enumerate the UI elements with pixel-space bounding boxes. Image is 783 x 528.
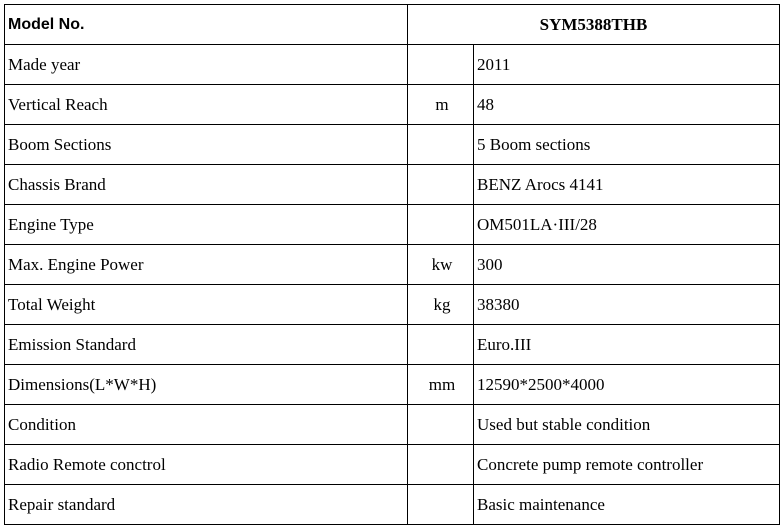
row-value: 300 — [474, 245, 780, 285]
row-value: 48 — [474, 85, 780, 125]
row-value: 12590*2500*4000 — [474, 365, 780, 405]
row-unit — [408, 45, 474, 85]
table-row — [5, 125, 780, 165]
table-row — [5, 365, 780, 405]
row-value: Basic maintenance — [474, 485, 780, 525]
table-row — [5, 325, 780, 365]
row-label: Engine Type — [5, 205, 408, 245]
table-row — [5, 285, 780, 325]
row-unit — [408, 405, 474, 445]
row-value: Used but stable condition — [474, 405, 780, 445]
row-label: Max. Engine Power — [5, 245, 408, 285]
row-unit: mm — [408, 365, 474, 405]
row-value: BENZ Arocs 4141 — [474, 165, 780, 205]
row-unit — [408, 445, 474, 485]
row-label: Dimensions(L*W*H) — [5, 365, 408, 405]
row-unit — [408, 325, 474, 365]
model-value: SYM5388THB — [408, 5, 780, 45]
row-label: Vertical Reach — [5, 85, 408, 125]
model-label: Model No. — [5, 5, 408, 45]
row-label: Made year — [5, 45, 408, 85]
row-unit — [408, 165, 474, 205]
row-value: 2011 — [474, 45, 780, 85]
row-label: Radio Remote conctrol — [5, 445, 408, 485]
row-label: Total Weight — [5, 285, 408, 325]
table-row — [5, 45, 780, 85]
row-label: Emission Standard — [5, 325, 408, 365]
row-value: Euro.III — [474, 325, 780, 365]
row-unit: m — [408, 85, 474, 125]
table-header-row — [5, 5, 780, 45]
row-unit — [408, 485, 474, 525]
row-label: Boom Sections — [5, 125, 408, 165]
row-unit — [408, 125, 474, 165]
row-unit — [408, 205, 474, 245]
table-row — [5, 485, 780, 525]
row-label: Repair standard — [5, 485, 408, 525]
table-row — [5, 85, 780, 125]
row-unit: kw — [408, 245, 474, 285]
table-row — [5, 445, 780, 485]
row-label: Condition — [5, 405, 408, 445]
table-row — [5, 165, 780, 205]
table-row — [5, 205, 780, 245]
spec-table — [4, 4, 780, 525]
row-value: Concrete pump remote controller — [474, 445, 780, 485]
table-row — [5, 245, 780, 285]
row-value: 38380 — [474, 285, 780, 325]
row-unit: kg — [408, 285, 474, 325]
row-value: 5 Boom sections — [474, 125, 780, 165]
row-value: OM501LA·III/28 — [474, 205, 780, 245]
table-row — [5, 405, 780, 445]
row-label: Chassis Brand — [5, 165, 408, 205]
